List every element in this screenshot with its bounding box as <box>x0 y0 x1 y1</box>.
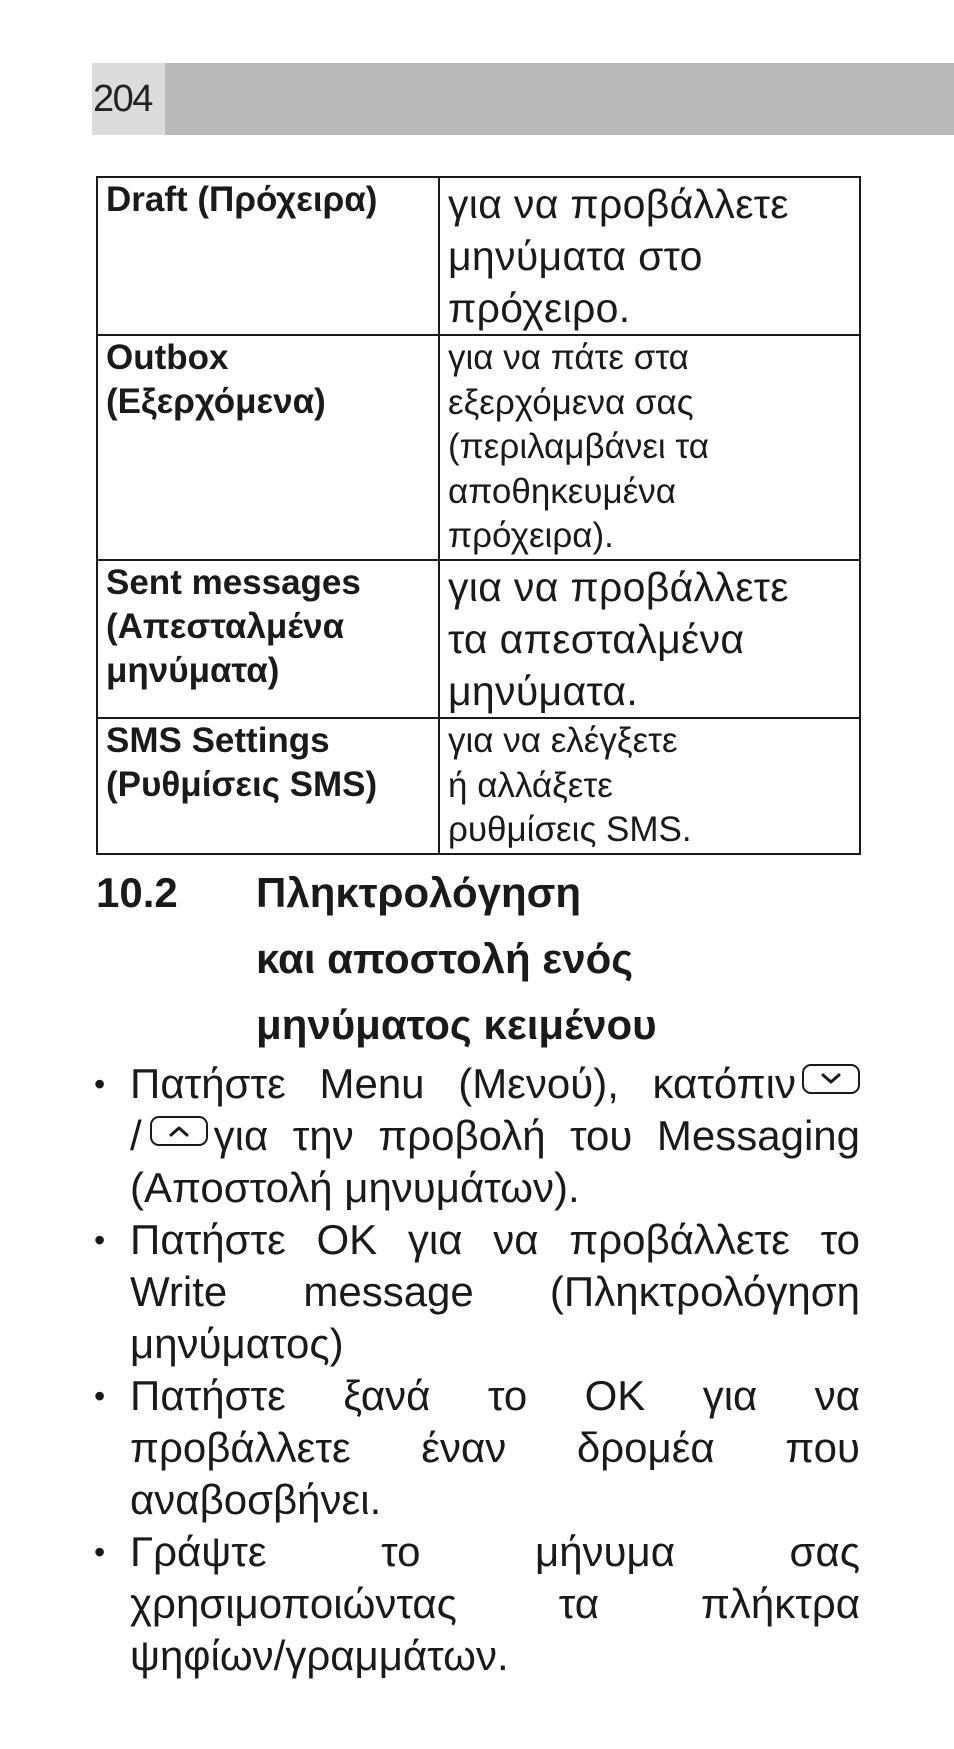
step-line: μηνύματος) <box>130 1320 344 1367</box>
menu-term-cell <box>97 335 439 560</box>
menu-term-cell <box>97 177 439 335</box>
bullet-glyph: • <box>94 1066 106 1102</box>
step-line: Write message (Πληκτρολόγηση <box>130 1268 860 1315</box>
description-line: (περιλαμβάνει τα <box>448 427 709 466</box>
table-row <box>97 177 860 335</box>
bullet-glyph: • <box>94 1222 106 1258</box>
description-line: για να προβάλλετε <box>448 564 789 610</box>
description-line: πρόχειρο. <box>448 285 631 331</box>
description-line: τα απεσταλμένα <box>448 616 745 662</box>
menu-description-cell <box>439 335 860 560</box>
step-text <box>130 1214 860 1370</box>
step-line: χρησιμοποιώντας τα πλήκτρα <box>130 1580 860 1627</box>
nav-up-key-icon <box>150 1116 208 1146</box>
description-line: μηνύματα. <box>448 668 639 714</box>
list-item <box>90 1526 860 1682</box>
step-line: Πατήστε ξανά το OK για να <box>130 1372 860 1419</box>
term-line: (Ρυθμίσεις SMS) <box>106 765 378 804</box>
step-line: (Αποστολή μηνυμάτων). <box>130 1164 580 1211</box>
description-line: για να ελέγξετε <box>448 721 678 760</box>
step-line <box>130 1058 860 1110</box>
step-text <box>130 1526 860 1682</box>
section-title-line: Πληκτρολόγηση <box>256 869 582 916</box>
section-title <box>256 860 856 1058</box>
step-text <box>130 1370 860 1526</box>
menu-term-cell <box>97 560 439 718</box>
page-header-bar <box>92 63 954 135</box>
bullet-glyph: • <box>94 1534 106 1570</box>
menu-description-cell <box>439 177 860 335</box>
step-line: Πατήστε OK για να προβάλλετε το <box>130 1216 860 1263</box>
term-line: Outbox <box>106 338 229 377</box>
term-line: μηνύματα) <box>106 651 280 690</box>
step-line <box>130 1110 860 1162</box>
description-line: ρυθμίσεις SMS. <box>448 810 692 849</box>
section-title-line: μηνύματος κειμένου <box>256 1001 657 1048</box>
description-line: εξερχόμενα σας <box>448 382 694 422</box>
menu-description-cell <box>439 560 860 718</box>
step-text <box>130 1058 860 1214</box>
description-line: ή αλλάξετε <box>448 765 613 805</box>
menu-description-cell <box>439 718 860 854</box>
step-line-text: Πατήστε Menu (Μενού), κατόπιν <box>130 1060 796 1107</box>
list-item <box>90 1214 860 1370</box>
description-line: μηνύματα στο <box>448 233 703 279</box>
nav-down-key-icon <box>802 1064 860 1094</box>
description-line: για να πάτε στα <box>448 338 689 377</box>
term-line: Sent messages <box>106 563 361 602</box>
description-line: πρόχειρα). <box>448 516 614 555</box>
table-row <box>97 718 860 854</box>
term-line: (Απεσταλμένα <box>106 607 345 646</box>
term-line: (Εξερχόμενα) <box>106 382 326 421</box>
step-line: αναβοσβήνει. <box>130 1476 382 1523</box>
messaging-menu-table <box>96 176 861 855</box>
list-item <box>90 1058 860 1214</box>
bullet-glyph: • <box>94 1378 106 1414</box>
page-number: 204 <box>92 63 165 135</box>
table-row <box>97 335 860 560</box>
description-line: αποθηκευμένα <box>448 471 677 511</box>
step-line-text: για την προβολή του Messaging <box>213 1112 860 1159</box>
menu-term-cell <box>97 718 439 854</box>
step-line-text: / <box>130 1112 142 1159</box>
step-line: προβάλλετε έναν δρομέα που <box>130 1424 860 1471</box>
table-row <box>97 560 860 718</box>
description-line: για να προβάλλετε <box>448 181 789 227</box>
list-item <box>90 1370 860 1526</box>
term-line: Draft (Πρόχειρα) <box>106 180 378 219</box>
step-line: ψηφίων/γραμμάτων. <box>130 1632 509 1679</box>
step-line: Γράψτε το μήνυμα σας <box>130 1528 860 1575</box>
section-title-line: και αποστολή ενός <box>256 935 634 982</box>
term-line: SMS Settings <box>106 721 330 760</box>
instruction-steps <box>90 1058 860 1682</box>
section-number: 10.2 <box>96 869 178 916</box>
